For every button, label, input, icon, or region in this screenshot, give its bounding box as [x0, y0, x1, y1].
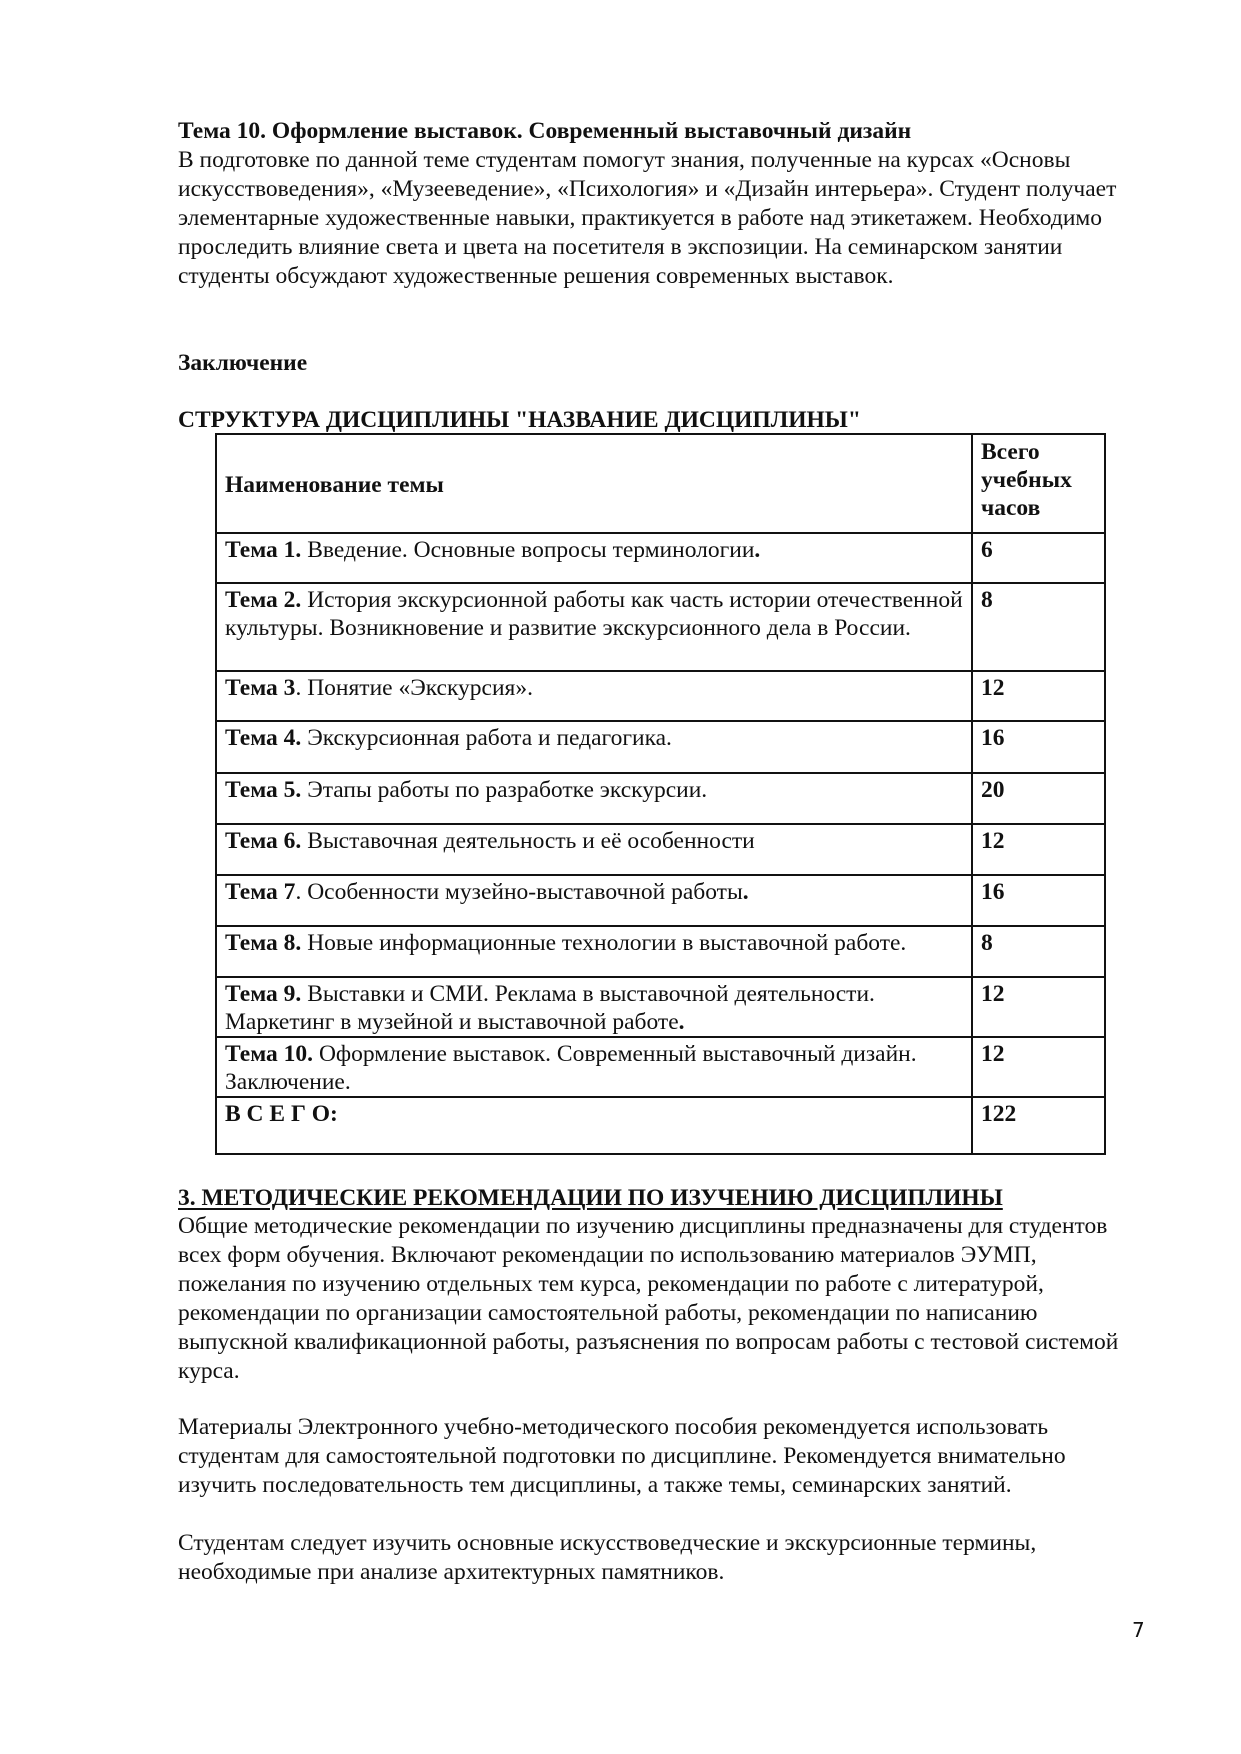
- topic-text: Экскурсионная работа и педагогика.: [301, 725, 672, 751]
- topic-text: Выставочная деятельность и её особенности: [301, 828, 755, 854]
- topic-cell: [216, 533, 972, 583]
- table-row: [216, 671, 1105, 721]
- table-row: [216, 1037, 1105, 1097]
- topic-label: Тема 1.: [225, 537, 302, 563]
- topic-label: Тема 9.: [225, 981, 302, 1007]
- table-row: [216, 977, 1105, 1037]
- topic-10-description: В подготовке по данной теме студентам помогут знания, полученные на курсах «Основы искусствоведения», «Музееведение», «Психология» и «Дизайн интерьера». Студент получает элементарные художественные навыки, практикуется в работе над этикетажем. Необходимо проследить влияние света и цвета на посетителя в экспозиции. На семинарском занятии студенты обсуждают художественные решения современных выставок.: [178, 147, 1117, 289]
- topic-label: Тема 3: [225, 675, 296, 701]
- topic-text: Выставки и СМИ. Реклама в выставочной деятельности. Маркетинг в музейной и выставочной работе: [225, 981, 875, 1035]
- conclusion-heading: Заключение: [178, 350, 308, 376]
- hours-cell: 12: [972, 824, 1105, 875]
- section-3-paragraph: Студентам следует изучить основные искусствоведческие и экскурсионные термины, необходимые при анализе архитектурных памятников.: [178, 1530, 1037, 1585]
- hours-cell: 8: [972, 583, 1105, 671]
- section-3-paragraph: Общие методические рекомендации по изучению дисциплины предназначены для студентов всех форм обучения. Включают рекомендации по использованию материалов ЭУМП, пожелания по изучению отдельных тем курса, рекомендации по работе с литературой, рекомендации по организации самостоятельной работы, рекомендации по написанию выпускной квалификационной работы, разъяснения по вопросам работы с тестовой системой курса.: [178, 1213, 1119, 1384]
- topic-cell: [216, 1037, 972, 1097]
- topic-text: Введение. Основные вопросы терминологии: [301, 537, 755, 563]
- topic-text: Оформление выставок. Современный выставочный дизайн. Заключение.: [225, 1041, 917, 1095]
- topic-cell: [216, 671, 972, 721]
- topic-10-heading: Тема 10. Оформление выставок. Современный выставочный дизайн: [178, 118, 912, 144]
- table-row: [216, 773, 1105, 824]
- topic-cell: [216, 875, 972, 926]
- topic-end: .: [754, 537, 761, 563]
- topic-text: История экскурсионной работы как часть истории отечественной культуры. Возникновение и развитие экскурсионного дела в России.: [225, 587, 963, 641]
- hours-cell: 16: [972, 875, 1105, 926]
- table-total-row: [216, 1097, 1105, 1154]
- topic-cell: [216, 721, 972, 773]
- topic-label: Тема 2.: [225, 587, 302, 613]
- topic-text: Новые информационные технологии в выставочной работе.: [301, 930, 907, 956]
- hours-cell: 6: [972, 533, 1105, 583]
- topic-cell: [216, 926, 972, 977]
- table-header-row: [216, 434, 1105, 533]
- total-hours: 122: [972, 1097, 1105, 1154]
- table-row: [216, 721, 1105, 773]
- table-row: [216, 533, 1105, 583]
- header-total-hours: Всего учебных часов: [972, 434, 1105, 533]
- hours-cell: 12: [972, 1037, 1105, 1097]
- hours-cell: 12: [972, 977, 1105, 1037]
- hours-cell: 12: [972, 671, 1105, 721]
- topic-cell: [216, 977, 972, 1037]
- structure-title: СТРУКТУРА ДИСЦИПЛИНЫ "НАЗВАНИЕ ДИСЦИПЛИНЫ": [178, 407, 861, 433]
- table-row: [216, 583, 1105, 671]
- total-label: В С Е Г О:: [216, 1097, 972, 1154]
- topic-label: Тема 6.: [225, 828, 302, 854]
- hours-cell: 20: [972, 773, 1105, 824]
- topic-cell: [216, 583, 972, 671]
- table-row: [216, 926, 1105, 977]
- topic-label: Тема 10.: [225, 1041, 314, 1067]
- page-number: 7: [1132, 1618, 1145, 1642]
- topic-end: .: [678, 1009, 685, 1035]
- table-row: [216, 824, 1105, 875]
- topic-label: Тема 5.: [225, 777, 302, 803]
- hours-cell: 8: [972, 926, 1105, 977]
- topic-text: Этапы работы по разработке экскурсии.: [301, 777, 708, 803]
- topic-cell: [216, 824, 972, 875]
- topic-text: . Понятие «Экскурсия».: [295, 675, 533, 701]
- hours-cell: 16: [972, 721, 1105, 773]
- section-3-heading: 3. МЕТОДИЧЕСКИЕ РЕКОМЕНДАЦИИ ПО ИЗУЧЕНИЮ ДИСЦИПЛИНЫ: [178, 1185, 1003, 1211]
- topic-label: Тема 8.: [225, 930, 302, 956]
- discipline-structure-table: [215, 433, 1106, 1155]
- topic-text: . Особенности музейно-выставочной работы: [295, 879, 743, 905]
- topic-label: Тема 4.: [225, 725, 302, 751]
- topic-cell: [216, 773, 972, 824]
- section-3-paragraph: Материалы Электронного учебно-методического пособия рекомендуется использовать студентам для самостоятельной подготовки по дисциплине. Рекомендуется внимательно изучить последовательность тем дисциплины, а также темы, семинарских занятий.: [178, 1414, 1066, 1498]
- header-topic-name: Наименование темы: [216, 434, 972, 533]
- table-row: [216, 875, 1105, 926]
- topic-label: Тема 7: [225, 879, 296, 905]
- topic-end: .: [742, 879, 749, 905]
